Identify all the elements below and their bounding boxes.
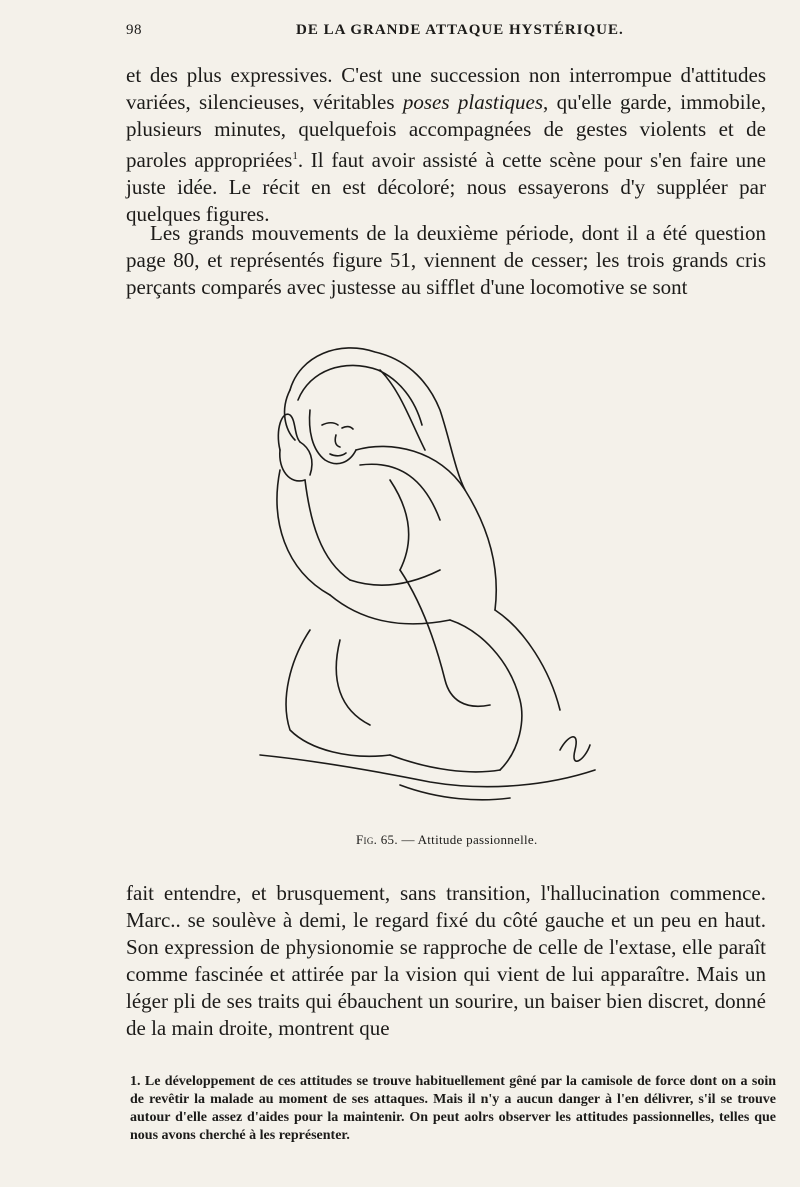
paragraph-1 — [126, 62, 766, 228]
paragraph-3: fait entendre, et brusquement, sans transition, l'hallucination commence. Marc.. se soulève à demi, le regard fixé du côté gauche et un peu en haut. Son expression de physionomie se rapproche de celle de l'extase, elle paraît comme fascinée et attirée par la vision qui vient de lui apparaître. Mais un léger pli de ses traits qui ébauchent un sourire, un baiser bien discret, donné de la main droite, montrent que — [126, 881, 766, 1040]
paragraph-1-text-b: , qu'elle garde, immobile, plusieurs minutes, quelquefois accompagnées de gestes violents et de paroles appropriées — [126, 90, 766, 172]
running-title: DE LA GRANDE ATTAQUE HYSTÉRIQUE. — [296, 22, 624, 38]
figure-drawing — [250, 330, 610, 820]
paragraph-1-italic: poses plastiques — [402, 90, 544, 114]
footnote — [130, 1073, 776, 1145]
footnote-text: Le développement de ces attitudes se trouve habituellement gêné par la camisole de force dont on a soin de revêtir la malade au moment de ses attaques. Mais il n'y a aucun danger à l'en délivrer, s'il se trouve autour d'elle assez d'aides pour la maintenir. On peut aolrs observer les attitudes passionnelles, telles que nous avons cherché à les représenter. — [130, 1074, 777, 1143]
paragraph-2: Les grands mouvements de la deuxième période, dont il a été question page 80, et représentés figure 51, viennent de cesser; les trois grands cris perçants comparés avec justesse au sifflet d'une locomotive se sont — [126, 221, 766, 299]
paragraph-1-text-c: . Il faut avoir assisté à cette scène pour s'en faire une juste idée. Le récit en est décoloré; nous essayerons d'y suppléer par quelques figures. — [126, 148, 766, 226]
figure-caption-label: Fig. 65. — [356, 832, 398, 847]
page-header — [126, 22, 766, 46]
paragraph-1-text: et des plus expressives. C'est une succession non interrompue d'attitudes variées, silencieuses, véritables — [126, 63, 766, 114]
figure-caption-text: — Attitude passionnelle. — [401, 832, 538, 847]
footnote-mark: 1. — [130, 1074, 141, 1089]
figure-illustration — [250, 330, 610, 820]
footnote-reference: 1 — [292, 150, 298, 162]
page-number: 98 — [126, 22, 142, 38]
figure-caption — [356, 832, 656, 848]
